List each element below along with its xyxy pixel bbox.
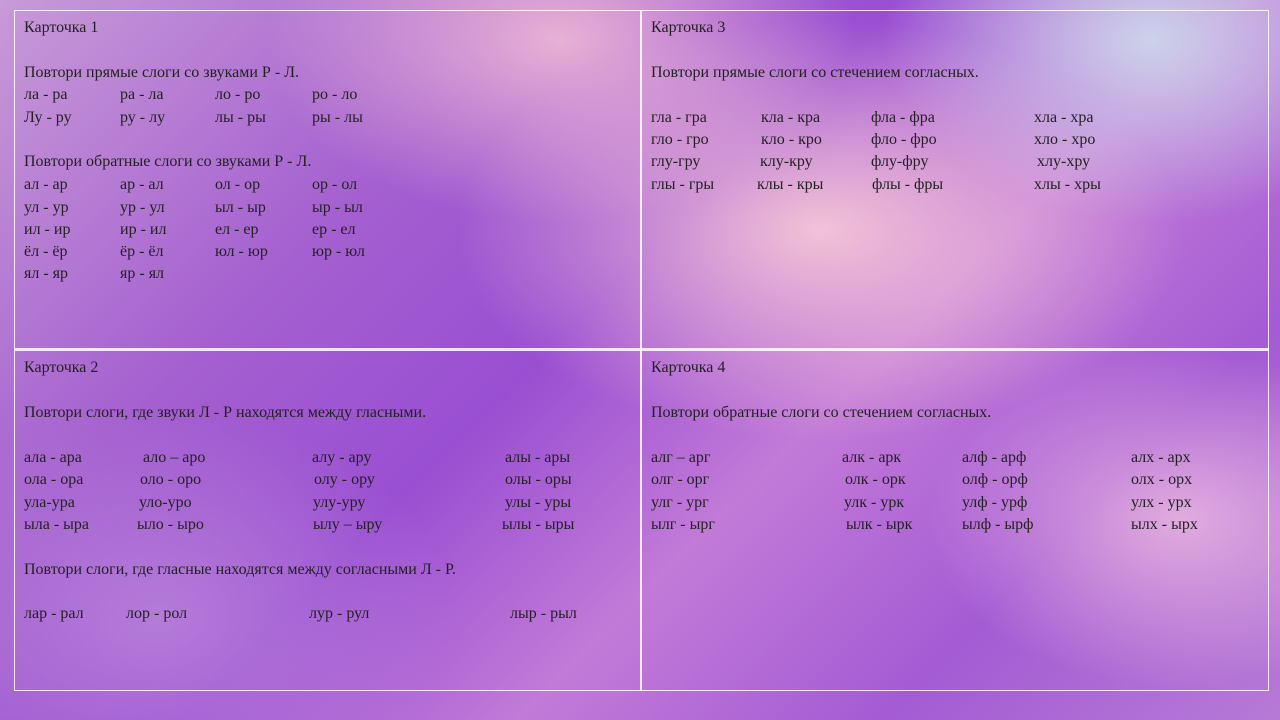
card3-syllable: фло - фро — [871, 131, 937, 148]
card1-syllable: ро - ло — [312, 86, 358, 103]
card1-syllable: ир - ил — [120, 221, 167, 238]
card1-syllable: Лу - ру — [24, 109, 72, 126]
card2-task1: Повтори слоги, где звуки Л - Р находятся между гласными. — [24, 404, 427, 421]
card4-syllable: олг - орг — [651, 471, 710, 488]
card2-syllable: ула-ура — [24, 494, 75, 511]
card2-syllable: улы - уры — [505, 494, 572, 511]
card4-syllable: ылф - ырф — [962, 516, 1034, 533]
card3-syllable: гла - гра — [651, 109, 707, 126]
card3-syllable: хлу-хру — [1037, 153, 1091, 170]
card4-syllable: улк - урк — [844, 494, 905, 511]
card3-syllable: глы - гры — [651, 176, 715, 193]
card2-syllable: ыло - ыро — [137, 516, 204, 533]
card1-syllable: ол - ор — [215, 176, 261, 193]
card4-syllable: улх - урх — [1131, 494, 1192, 511]
card3-task1: Повтори прямые слоги со стечением согласных. — [651, 64, 979, 81]
card2-syllable: алы - ары — [505, 449, 571, 466]
card2-syllable: улу-уру — [313, 494, 366, 511]
card2-syllable: ало – аро — [143, 449, 206, 466]
card1-syllable: яр - ял — [120, 265, 165, 282]
card1-syllable: ёр - ёл — [120, 243, 164, 260]
card2-task2: Повтори слоги, где гласные находятся между согласными Л - Р. — [24, 561, 456, 578]
card1-syllable: ра - ла — [120, 86, 164, 103]
card1-syllable: ел - ер — [215, 221, 259, 238]
card1-syllable: ру - лу — [120, 109, 166, 126]
card2-syllable: лыр - рыл — [510, 605, 577, 622]
card4-syllable: ылг - ырг — [651, 516, 715, 533]
card1-syllable: ор - ол — [312, 176, 358, 193]
card3-syllable: клу-кру — [760, 153, 813, 170]
card2-syllable: алу - ару — [312, 449, 372, 466]
card2-syllable: лор - рол — [126, 605, 188, 622]
card4-syllable: улф - урф — [962, 494, 1028, 511]
card2-syllable: ылы - ыры — [502, 516, 575, 533]
card3-syllable: фла - фра — [871, 109, 935, 126]
card4-syllable: алк - арк — [842, 449, 902, 466]
card1-syllable: ыр - ыл — [312, 199, 363, 216]
card1-syllable: ал - ар — [24, 176, 68, 193]
card4-syllable: алх - арх — [1131, 449, 1191, 466]
card2-syllable: уло-уро — [139, 494, 192, 511]
card4-syllable: олф - орф — [962, 471, 1028, 488]
card3-syllable: клы - кры — [757, 176, 824, 193]
card1-syllable: ул - ур — [24, 199, 69, 216]
card1-syllable: юр - юл — [312, 243, 365, 260]
card4-syllable: олк - орк — [845, 471, 906, 488]
card1-task2: Повтори обратные слоги со звуками Р - Л. — [24, 153, 312, 170]
card1-task1: Повтори прямые слоги со звуками Р - Л. — [24, 64, 299, 81]
card1-syllable: ил - ир — [24, 221, 71, 238]
card2-syllable: лур - рул — [309, 605, 370, 622]
card1-syllable: ла - ра — [24, 86, 68, 103]
card2-syllable: ылу – ыру — [313, 516, 383, 533]
card1-title: Карточка 1 — [24, 19, 99, 36]
card1-syllable: юл - юр — [215, 243, 268, 260]
card1-syllable: ял - яр — [24, 265, 69, 282]
card2-syllable: ыла - ыра — [24, 516, 90, 533]
card1-syllable: ло - ро — [215, 86, 261, 103]
card3-syllable: кла - кра — [761, 109, 821, 126]
card3-title: Карточка 3 — [651, 19, 726, 36]
card2-syllable: олу - ору — [314, 471, 375, 488]
card3-syllable: хлы - хры — [1034, 176, 1101, 193]
card2-syllable: олы - оры — [505, 471, 572, 488]
card3-syllable: глу-гру — [651, 153, 701, 170]
card2-title: Карточка 2 — [24, 359, 99, 376]
horizontal-divider — [14, 348, 1269, 351]
card4-syllable: улг - ург — [651, 494, 709, 511]
card1-syllable: ыл - ыр — [215, 199, 266, 216]
card4-syllable: алг – арг — [651, 449, 711, 466]
card2-syllable: ала - ара — [24, 449, 82, 466]
card3-syllable: кло - кро — [761, 131, 822, 148]
card1-syllable: ер - ел — [312, 221, 356, 238]
card1-syllable: ар - ал — [120, 176, 164, 193]
card1-syllable: лы - ры — [215, 109, 266, 126]
card1-syllable: ёл - ёр — [24, 243, 68, 260]
card4-syllable: олх - орх — [1131, 471, 1193, 488]
card2-syllable: ола - ора — [24, 471, 84, 488]
card4-syllable: ылк - ырк — [846, 516, 913, 533]
card4-task1: Повтори обратные слоги со стечением согласных. — [651, 404, 992, 421]
card3-syllable: флы - фры — [872, 176, 944, 193]
card1-syllable: ры - лы — [312, 109, 363, 126]
card3-syllable: хла - хра — [1034, 109, 1094, 126]
card3-syllable: гло - гро — [651, 131, 709, 148]
card4-title: Карточка 4 — [651, 359, 726, 376]
card3-syllable: хло - хро — [1034, 131, 1096, 148]
card3-syllable: флу-фру — [871, 153, 929, 170]
card2-syllable: лар - рал — [24, 605, 84, 622]
card2-syllable: оло - оро — [140, 471, 202, 488]
card4-syllable: алф - арф — [962, 449, 1027, 466]
card4-syllable: ылх - ырх — [1131, 516, 1198, 533]
card1-syllable: ур - ул — [120, 199, 165, 216]
